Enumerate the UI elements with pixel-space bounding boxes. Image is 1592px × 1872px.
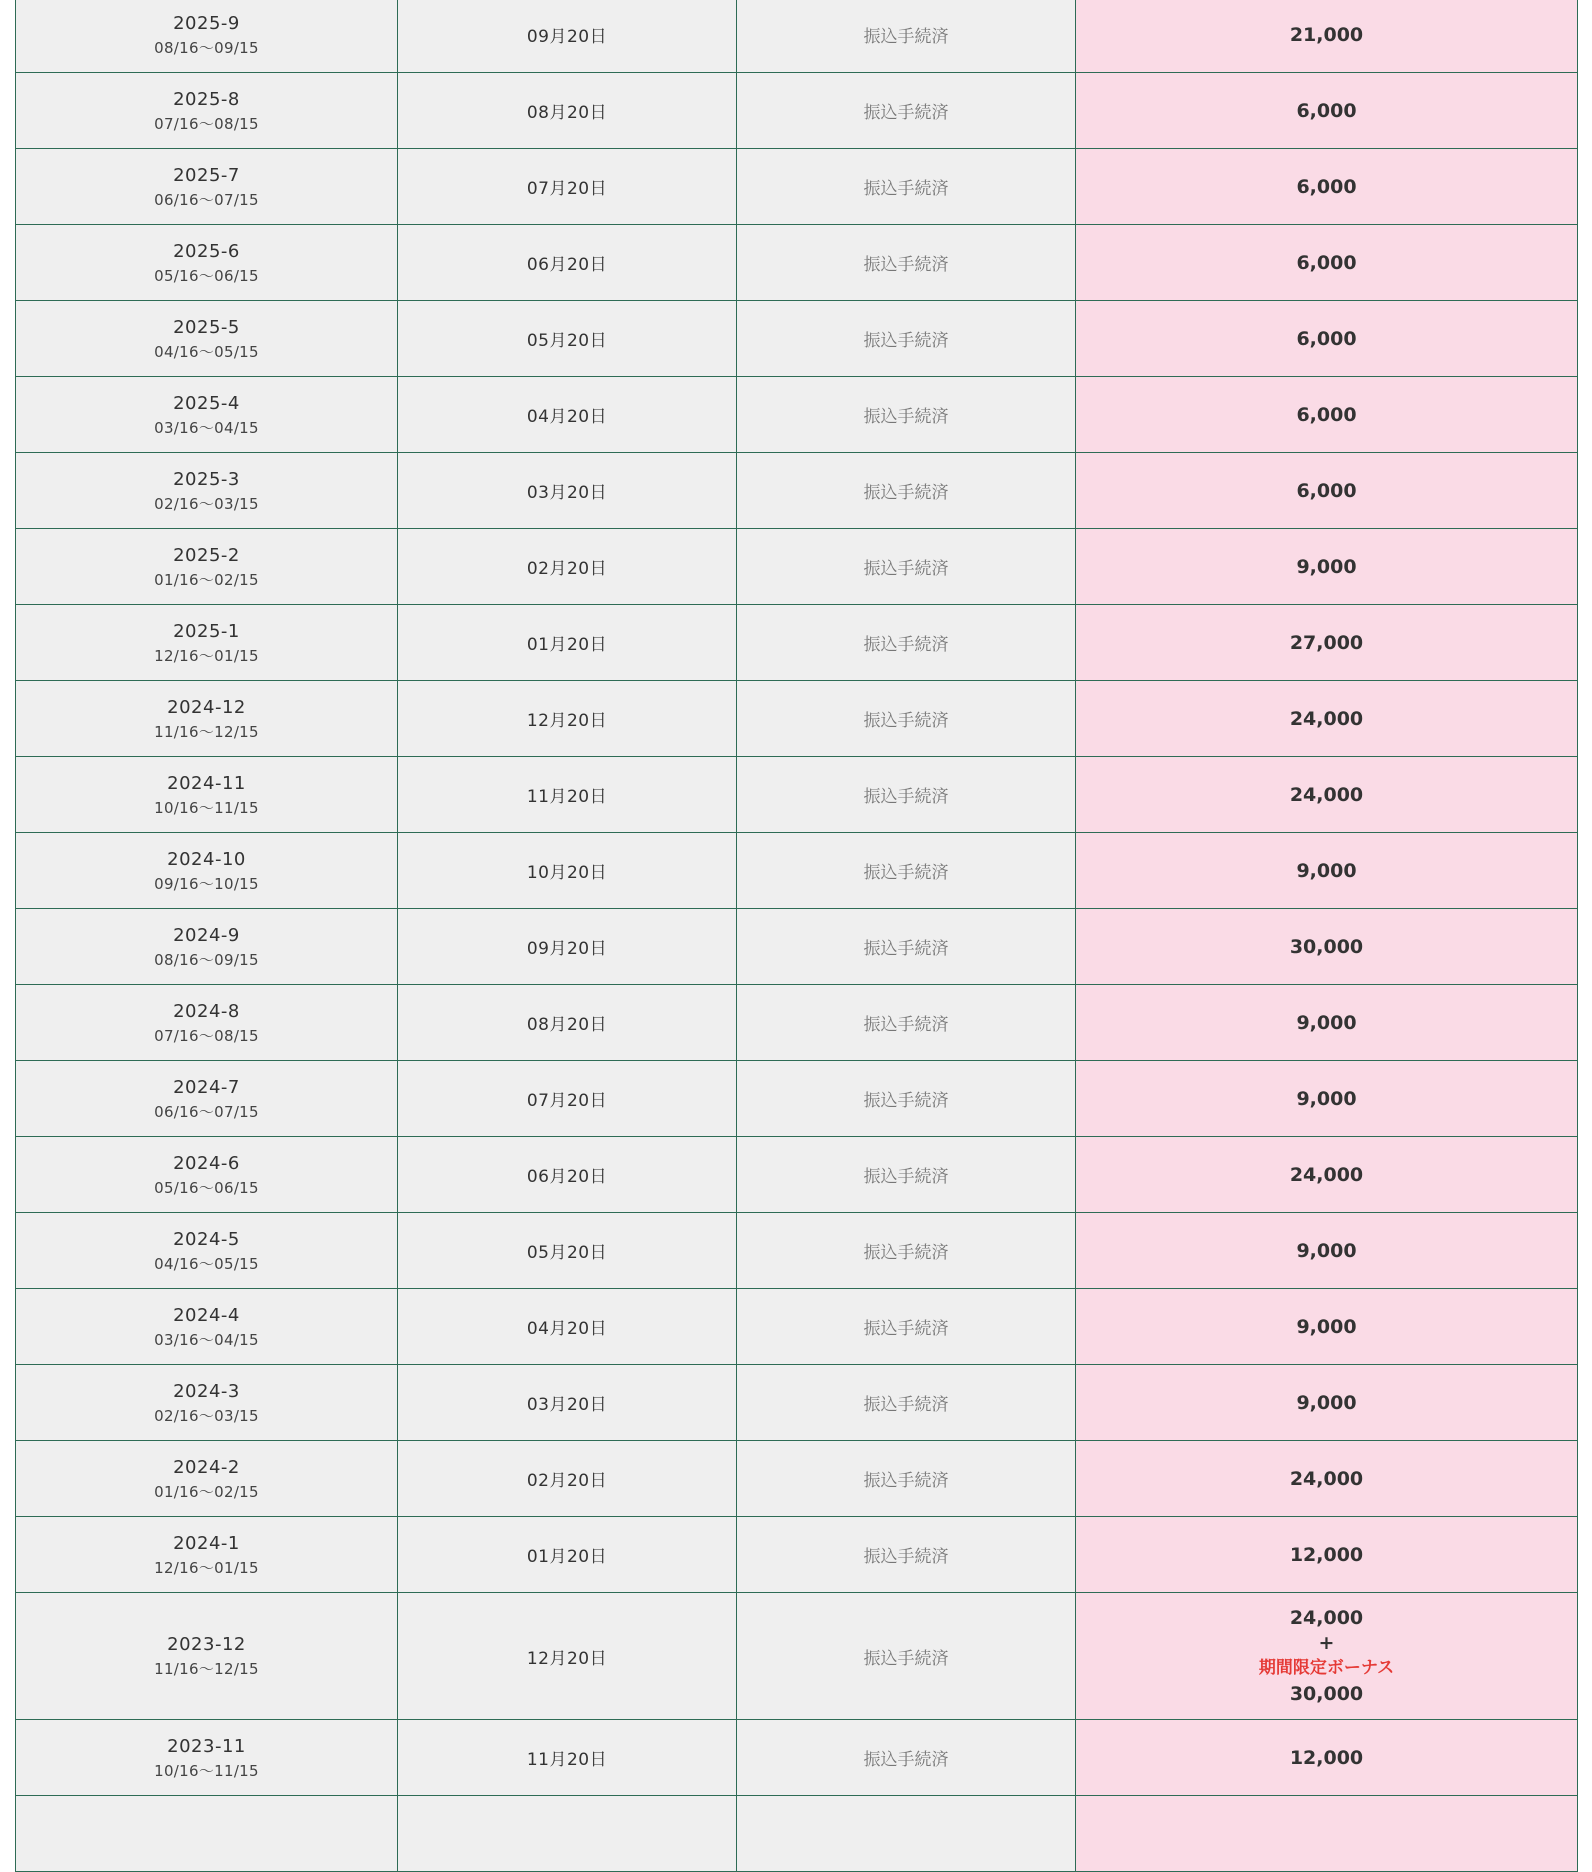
payment-date-cell bbox=[398, 1289, 737, 1365]
payment-date-cell bbox=[398, 1137, 737, 1213]
table-row bbox=[16, 1593, 1578, 1720]
table-row bbox=[16, 909, 1578, 985]
period-cell bbox=[16, 1061, 398, 1137]
payment-status: 振込手続済 bbox=[863, 1091, 949, 1111]
payment-status: 振込手続済 bbox=[863, 1750, 949, 1770]
period-label: 2023-11 bbox=[167, 1735, 246, 1757]
period-cell bbox=[16, 1796, 398, 1872]
period-label: 2024-12 bbox=[167, 696, 246, 718]
payment-date-cell bbox=[398, 149, 737, 225]
period-range: 02/16～03/15 bbox=[154, 1406, 259, 1425]
amount-cell bbox=[1076, 225, 1578, 301]
period-range: 08/16～09/15 bbox=[154, 950, 259, 969]
payment-date: 08月20日 bbox=[526, 1015, 608, 1035]
payment-status: 振込手続済 bbox=[863, 863, 949, 883]
payment-date-cell bbox=[398, 73, 737, 149]
period-cell bbox=[16, 73, 398, 149]
table-row bbox=[16, 1061, 1578, 1137]
period-range: 07/16～08/15 bbox=[154, 114, 259, 133]
table-row bbox=[16, 529, 1578, 605]
amount-cell bbox=[1076, 833, 1578, 909]
amount-value: 9,000 bbox=[1296, 1315, 1357, 1338]
table-row bbox=[16, 73, 1578, 149]
payment-date-cell bbox=[398, 833, 737, 909]
table-row bbox=[16, 0, 1578, 73]
payment-history-table bbox=[15, 0, 1578, 1872]
period-range: 10/16～11/15 bbox=[154, 798, 259, 817]
status-cell bbox=[737, 1137, 1076, 1213]
table-row bbox=[16, 225, 1578, 301]
status-cell bbox=[737, 1213, 1076, 1289]
payment-status: 振込手続済 bbox=[863, 939, 949, 959]
period-range: 01/16～02/15 bbox=[154, 570, 259, 589]
status-cell bbox=[737, 301, 1076, 377]
period-cell bbox=[16, 377, 398, 453]
amount-cell bbox=[1076, 1365, 1578, 1441]
amount-value: 21,000 bbox=[1289, 23, 1364, 46]
amount-cell bbox=[1076, 73, 1578, 149]
period-range: 07/16～08/15 bbox=[154, 1026, 259, 1045]
period-label: 2024-6 bbox=[173, 1152, 240, 1174]
payment-date: 12月20日 bbox=[526, 711, 608, 731]
payment-status: 振込手続済 bbox=[863, 103, 949, 123]
status-cell bbox=[737, 1365, 1076, 1441]
status-cell bbox=[737, 225, 1076, 301]
period-label: 2024-2 bbox=[173, 1456, 240, 1478]
payment-date: 08月20日 bbox=[526, 103, 608, 123]
status-cell bbox=[737, 757, 1076, 833]
period-cell bbox=[16, 1720, 398, 1796]
payment-date-cell bbox=[398, 985, 737, 1061]
payment-date-cell bbox=[398, 225, 737, 301]
status-cell bbox=[737, 0, 1076, 73]
status-cell bbox=[737, 1593, 1076, 1720]
payment-date: 04月20日 bbox=[526, 1319, 608, 1339]
payment-date-cell bbox=[398, 1796, 737, 1872]
period-range: 12/16～01/15 bbox=[154, 1558, 259, 1577]
period-cell bbox=[16, 1517, 398, 1593]
amount-value: 9,000 bbox=[1296, 1087, 1357, 1110]
period-range: 04/16～05/15 bbox=[154, 1254, 259, 1273]
payment-date-cell bbox=[398, 1593, 737, 1720]
table-row bbox=[16, 681, 1578, 757]
period-cell bbox=[16, 225, 398, 301]
amount-value: 9,000 bbox=[1296, 859, 1357, 882]
period-cell bbox=[16, 757, 398, 833]
amount-value: 30,000 bbox=[1289, 935, 1364, 958]
period-range: 06/16～07/15 bbox=[154, 1102, 259, 1121]
payment-date-cell bbox=[398, 1213, 737, 1289]
amount-cell bbox=[1076, 1061, 1578, 1137]
table-row bbox=[16, 453, 1578, 529]
payment-date: 01月20日 bbox=[526, 635, 608, 655]
table-row bbox=[16, 605, 1578, 681]
period-cell bbox=[16, 453, 398, 529]
payment-status: 振込手続済 bbox=[863, 711, 949, 731]
period-cell bbox=[16, 1137, 398, 1213]
period-range: 03/16～04/15 bbox=[154, 1330, 259, 1349]
amount-cell bbox=[1076, 1441, 1578, 1517]
payment-date-cell bbox=[398, 605, 737, 681]
status-cell bbox=[737, 73, 1076, 149]
payment-date: 03月20日 bbox=[526, 483, 608, 503]
amount-value: 24,000 bbox=[1289, 707, 1364, 730]
amount-cell bbox=[1076, 1213, 1578, 1289]
payment-date: 07月20日 bbox=[526, 1091, 608, 1111]
status-cell bbox=[737, 985, 1076, 1061]
period-label: 2025-5 bbox=[173, 316, 240, 338]
period-cell bbox=[16, 529, 398, 605]
amount-value: 24,000 bbox=[1289, 1467, 1364, 1490]
table-row bbox=[16, 1289, 1578, 1365]
period-label: 2024-3 bbox=[173, 1380, 240, 1402]
period-range: 11/16～12/15 bbox=[154, 1660, 259, 1678]
payment-history-body bbox=[16, 0, 1578, 1872]
period-label: 2025-2 bbox=[173, 544, 240, 566]
table-row bbox=[16, 1137, 1578, 1213]
payment-date: 04月20日 bbox=[526, 407, 608, 427]
period-cell bbox=[16, 1441, 398, 1517]
period-label: 2023-12 bbox=[167, 1634, 246, 1655]
period-range: 05/16～06/15 bbox=[154, 1178, 259, 1197]
amount-value: 6,000 bbox=[1296, 251, 1357, 274]
payment-date: 09月20日 bbox=[526, 27, 608, 47]
period-label: 2025-8 bbox=[173, 88, 240, 110]
amount-cell bbox=[1076, 909, 1578, 985]
status-cell bbox=[737, 833, 1076, 909]
payment-date: 12月20日 bbox=[526, 1648, 608, 1669]
table-row bbox=[16, 149, 1578, 225]
period-label: 2024-5 bbox=[173, 1228, 240, 1250]
payment-date-cell bbox=[398, 681, 737, 757]
amount-value: 6,000 bbox=[1296, 175, 1357, 198]
period-label: 2024-9 bbox=[173, 924, 240, 946]
table-row bbox=[16, 1517, 1578, 1593]
amount-cell bbox=[1076, 301, 1578, 377]
status-cell bbox=[737, 1720, 1076, 1796]
payment-date-cell bbox=[398, 0, 737, 73]
table-row bbox=[16, 1213, 1578, 1289]
period-cell bbox=[16, 301, 398, 377]
payment-date: 05月20日 bbox=[526, 1243, 608, 1263]
payment-status: 振込手続済 bbox=[863, 407, 949, 427]
amount-cell bbox=[1076, 1796, 1578, 1872]
status-cell bbox=[737, 1061, 1076, 1137]
table-row bbox=[16, 1441, 1578, 1517]
status-cell bbox=[737, 909, 1076, 985]
payment-status: 振込手続済 bbox=[863, 179, 949, 199]
amount-value: 12,000 bbox=[1289, 1543, 1364, 1566]
amount-cell bbox=[1076, 149, 1578, 225]
payment-date: 07月20日 bbox=[526, 179, 608, 199]
amount-cell bbox=[1076, 1289, 1578, 1365]
payment-date: 01月20日 bbox=[526, 1547, 608, 1567]
payment-status: 振込手続済 bbox=[863, 635, 949, 655]
amount-value: 9,000 bbox=[1296, 1391, 1357, 1414]
amount-cell bbox=[1076, 757, 1578, 833]
period-label: 2025-6 bbox=[173, 240, 240, 262]
payment-date: 02月20日 bbox=[526, 559, 608, 579]
status-cell bbox=[737, 1796, 1076, 1872]
status-cell bbox=[737, 377, 1076, 453]
payment-status: 振込手続済 bbox=[863, 559, 949, 579]
payment-date-cell bbox=[398, 1365, 737, 1441]
status-cell bbox=[737, 1289, 1076, 1365]
payment-status: 振込手続済 bbox=[863, 27, 949, 47]
period-label: 2025-1 bbox=[173, 620, 240, 642]
period-cell bbox=[16, 1213, 398, 1289]
payment-date-cell bbox=[398, 1720, 737, 1796]
payment-status: 振込手続済 bbox=[863, 1395, 949, 1415]
period-cell bbox=[16, 681, 398, 757]
payment-date: 09月20日 bbox=[526, 939, 608, 959]
payment-status: 振込手続済 bbox=[863, 1648, 949, 1669]
payment-date: 11月20日 bbox=[526, 787, 608, 807]
status-cell bbox=[737, 605, 1076, 681]
period-cell bbox=[16, 833, 398, 909]
plus-sign: + bbox=[1318, 1632, 1335, 1654]
payment-date-cell bbox=[398, 301, 737, 377]
status-cell bbox=[737, 1517, 1076, 1593]
amount-cell bbox=[1076, 681, 1578, 757]
period-range: 12/16～01/15 bbox=[154, 646, 259, 665]
status-cell bbox=[737, 453, 1076, 529]
payment-date: 10月20日 bbox=[526, 863, 608, 883]
period-cell bbox=[16, 909, 398, 985]
period-range: 04/16～05/15 bbox=[154, 342, 259, 361]
status-cell bbox=[737, 681, 1076, 757]
payment-date-cell bbox=[398, 909, 737, 985]
payment-date-cell bbox=[398, 377, 737, 453]
payment-date: 11月20日 bbox=[526, 1750, 608, 1770]
payment-date: 06月20日 bbox=[526, 1167, 608, 1187]
table-row bbox=[16, 1365, 1578, 1441]
status-cell bbox=[737, 529, 1076, 605]
period-cell bbox=[16, 1593, 398, 1720]
period-label: 2024-4 bbox=[173, 1304, 240, 1326]
payment-date: 06月20日 bbox=[526, 255, 608, 275]
table-row bbox=[16, 377, 1578, 453]
amount-value: 9,000 bbox=[1296, 555, 1357, 578]
period-label: 2024-10 bbox=[167, 848, 246, 870]
bonus-label: 期間限定ボーナス bbox=[1258, 1658, 1395, 1678]
period-label: 2024-11 bbox=[167, 772, 246, 794]
payment-date-cell bbox=[398, 529, 737, 605]
amount-cell bbox=[1076, 1517, 1578, 1593]
period-label: 2024-8 bbox=[173, 1000, 240, 1022]
payment-date-cell bbox=[398, 1441, 737, 1517]
amount-value: 9,000 bbox=[1296, 1011, 1357, 1034]
table-row bbox=[16, 757, 1578, 833]
amount-value: 24,000 bbox=[1289, 1607, 1364, 1629]
payment-status: 振込手続済 bbox=[863, 787, 949, 807]
payment-status: 振込手続済 bbox=[863, 255, 949, 275]
amount-value: 24,000 bbox=[1289, 1163, 1364, 1186]
table-row bbox=[16, 301, 1578, 377]
payment-date: 03月20日 bbox=[526, 1395, 608, 1415]
table-row bbox=[16, 833, 1578, 909]
status-cell bbox=[737, 1441, 1076, 1517]
amount-cell bbox=[1076, 529, 1578, 605]
period-cell bbox=[16, 605, 398, 681]
period-range: 11/16～12/15 bbox=[154, 722, 259, 741]
table-row bbox=[16, 985, 1578, 1061]
payment-status: 振込手続済 bbox=[863, 1015, 949, 1035]
period-range: 02/16～03/15 bbox=[154, 494, 259, 513]
payment-status: 振込手続済 bbox=[863, 483, 949, 503]
amount-value: 6,000 bbox=[1296, 479, 1357, 502]
period-range: 08/16～09/15 bbox=[154, 38, 259, 57]
amount-cell bbox=[1076, 377, 1578, 453]
period-range: 06/16～07/15 bbox=[154, 190, 259, 209]
amount-cell bbox=[1076, 605, 1578, 681]
amount-cell bbox=[1076, 453, 1578, 529]
period-range: 05/16～06/15 bbox=[154, 266, 259, 285]
payment-status: 振込手続済 bbox=[863, 1471, 949, 1491]
period-label: 2025-4 bbox=[173, 392, 240, 414]
period-range: 03/16～04/15 bbox=[154, 418, 259, 437]
payment-status: 振込手続済 bbox=[863, 1319, 949, 1339]
amount-value: 6,000 bbox=[1296, 403, 1357, 426]
period-label: 2025-7 bbox=[173, 164, 240, 186]
period-label: 2024-7 bbox=[173, 1076, 240, 1098]
payment-date: 02月20日 bbox=[526, 1471, 608, 1491]
period-range: 09/16～10/15 bbox=[154, 874, 259, 893]
amount-cell bbox=[1076, 1137, 1578, 1213]
payment-status: 振込手続済 bbox=[863, 1243, 949, 1263]
period-range: 10/16～11/15 bbox=[154, 1761, 259, 1780]
period-range: 01/16～02/15 bbox=[154, 1482, 259, 1501]
payment-date: 05月20日 bbox=[526, 331, 608, 351]
payment-date-cell bbox=[398, 757, 737, 833]
amount-value: 12,000 bbox=[1289, 1746, 1364, 1769]
period-cell bbox=[16, 1365, 398, 1441]
period-cell bbox=[16, 149, 398, 225]
period-cell bbox=[16, 985, 398, 1061]
bonus-amount: 30,000 bbox=[1289, 1683, 1364, 1705]
table-row bbox=[16, 1720, 1578, 1796]
payment-status: 振込手続済 bbox=[863, 331, 949, 351]
period-cell bbox=[16, 0, 398, 73]
amount-value: 6,000 bbox=[1296, 99, 1357, 122]
payment-date-cell bbox=[398, 453, 737, 529]
period-cell bbox=[16, 1289, 398, 1365]
period-label: 2025-9 bbox=[173, 12, 240, 34]
table-row bbox=[16, 1796, 1578, 1872]
amount-value: 9,000 bbox=[1296, 1239, 1357, 1262]
status-cell bbox=[737, 149, 1076, 225]
payment-status: 振込手続済 bbox=[863, 1547, 949, 1567]
payment-status: 振込手続済 bbox=[863, 1167, 949, 1187]
amount-cell bbox=[1076, 1720, 1578, 1796]
amount-cell bbox=[1076, 1593, 1578, 1720]
amount-value: 27,000 bbox=[1289, 631, 1364, 654]
payment-history-table-container bbox=[15, 0, 1577, 1872]
amount-value: 6,000 bbox=[1296, 327, 1357, 350]
payment-date-cell bbox=[398, 1517, 737, 1593]
amount-value: 24,000 bbox=[1289, 783, 1364, 806]
period-label: 2024-1 bbox=[173, 1532, 240, 1554]
amount-cell bbox=[1076, 985, 1578, 1061]
payment-date-cell bbox=[398, 1061, 737, 1137]
amount-cell bbox=[1076, 0, 1578, 73]
period-label: 2025-3 bbox=[173, 468, 240, 490]
